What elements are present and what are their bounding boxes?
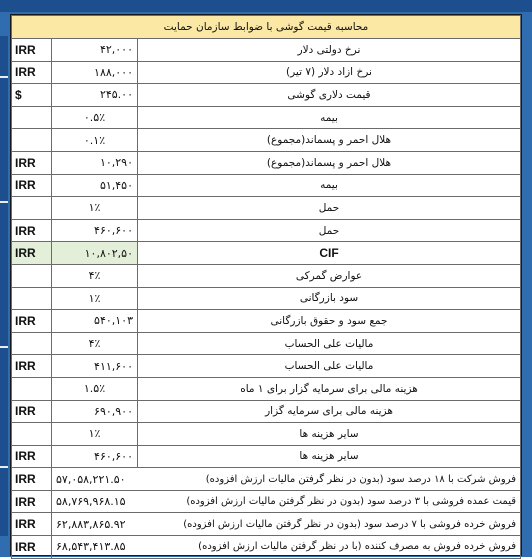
table-row [12, 61, 521, 84]
currency-cell[interactable] [12, 423, 52, 446]
label-cell[interactable]: بیمه [138, 106, 521, 129]
value-cell[interactable]: ۴٪ [52, 264, 138, 287]
label-cell[interactable]: سود بازرگانی [138, 287, 521, 310]
currency-cell[interactable] [12, 106, 52, 129]
value-cell[interactable]: ۰.۱٪ [52, 129, 138, 152]
value-cell[interactable]: ۴۶۰,۶۰۰ [52, 219, 138, 242]
currency-cell[interactable] [12, 264, 52, 287]
currency-cell[interactable]: IRR [12, 242, 52, 265]
currency-cell[interactable] [12, 197, 52, 220]
value-cell[interactable]: ۱٪ [52, 287, 138, 310]
value-cell[interactable]: ۴٪ [52, 332, 138, 355]
summary-value: ۶۲,۸۸۳,۸۶۵.۹۲ [56, 517, 126, 531]
label-cell[interactable]: جمع سود و حقوق بازرگانی [138, 310, 521, 333]
table-row [12, 84, 521, 107]
table-row [12, 332, 521, 355]
currency-cell[interactable] [12, 377, 52, 400]
label-cell[interactable]: سایر هزینه ها [138, 423, 521, 446]
table-row [12, 423, 521, 446]
value-cell[interactable]: ۱٪ [52, 423, 138, 446]
currency-cell[interactable]: IRR [12, 490, 52, 513]
summary-cell[interactable] [52, 490, 521, 513]
title-row [12, 16, 521, 39]
table-row [12, 219, 521, 242]
label-cell[interactable]: عوارض گمرکی [138, 264, 521, 287]
table-row [12, 264, 521, 287]
summary-row [12, 513, 521, 536]
strip-mark [0, 346, 8, 348]
summary-label: فروش شرکت با ۱۸ درصد سود (بدون در نظر گرفتن مالیات ارزش افزوده) [205, 473, 516, 485]
value-cell[interactable]: ۴۲,۰۰۰ [52, 39, 138, 62]
value-cell[interactable]: ۱۸۸,۰۰۰ [52, 61, 138, 84]
table-row-cif [12, 242, 521, 265]
table-row [12, 400, 521, 423]
table-row [12, 445, 521, 468]
value-cell[interactable]: ۱.۵٪ [52, 377, 138, 400]
price-table [11, 15, 521, 559]
currency-cell[interactable]: IRR [12, 151, 52, 174]
label-cell[interactable]: حمل [138, 197, 521, 220]
currency-cell[interactable]: IRR [12, 355, 52, 378]
value-cell[interactable]: ۱٪ [52, 197, 138, 220]
currency-cell[interactable]: $ [12, 84, 52, 107]
summary-row [12, 468, 521, 491]
sheet-title: محاسبه قیمت گوشی با ضوابط سازمان حمایت [12, 16, 521, 39]
value-cell[interactable]: ۵۴۰,۱۰۳ [52, 310, 138, 333]
label-cell[interactable]: هلال احمر و پسماند(مجموع) [138, 151, 521, 174]
left-edge-strip [0, 36, 8, 536]
summary-cell[interactable] [52, 513, 521, 536]
label-cell[interactable]: هزینه مالی برای سرمایه گزار برای ۱ ماه [138, 377, 521, 400]
label-cell[interactable]: حمل [138, 219, 521, 242]
summary-value: ۵۸,۷۶۹,۹۶۸.۱۵ [56, 495, 126, 509]
label-cell[interactable]: مالیات علی الحساب [138, 332, 521, 355]
table-row [12, 355, 521, 378]
strip-mark [0, 466, 8, 468]
table-row [12, 129, 521, 152]
value-cell[interactable]: ۱۰,۲۹۰ [52, 151, 138, 174]
table-row [12, 106, 521, 129]
label-cell[interactable]: نرخ دولتی دلار [138, 39, 521, 62]
price-calculation-sheet [10, 14, 522, 556]
summary-label: فروش خرده فروش به مصرف کننده (با در نظر گرفتن مالیات ارزش افزوده) [198, 541, 516, 553]
strip-mark [0, 76, 8, 78]
summary-row [12, 536, 521, 559]
currency-cell[interactable]: IRR [12, 219, 52, 242]
label-cell[interactable]: هلال احمر و پسماند(مجموع) [138, 129, 521, 152]
value-cell[interactable]: ۱۰,۸۰۲,۵۰ [52, 242, 138, 265]
table-row [12, 377, 521, 400]
value-cell[interactable]: ۴۶۰,۶۰۰ [52, 445, 138, 468]
label-cell[interactable]: CIF [138, 242, 521, 265]
summary-row [12, 490, 521, 513]
currency-cell[interactable]: IRR [12, 310, 52, 333]
currency-cell[interactable] [12, 287, 52, 310]
currency-cell[interactable] [12, 332, 52, 355]
currency-cell[interactable]: IRR [12, 174, 52, 197]
currency-cell[interactable]: IRR [12, 61, 52, 84]
summary-value: ۵۷,۰۵۸,۲۲۱.۵۰ [56, 472, 126, 486]
table-row [12, 287, 521, 310]
currency-cell[interactable]: IRR [12, 468, 52, 491]
label-cell[interactable]: نرخ ازاد دلار (۷ تیر) [138, 61, 521, 84]
value-cell[interactable]: ۲۴۵.۰۰ [52, 84, 138, 107]
label-cell[interactable]: قیمت دلاری گوشی [138, 84, 521, 107]
summary-value: ۶۸,۵۴۳,۴۱۳.۸۵ [56, 540, 126, 554]
currency-cell[interactable]: IRR [12, 513, 52, 536]
banner-text-fragment [150, 0, 370, 9]
currency-cell[interactable] [12, 129, 52, 152]
table-row [12, 310, 521, 333]
currency-cell[interactable]: IRR [12, 445, 52, 468]
summary-cell[interactable] [52, 468, 521, 491]
value-cell[interactable]: ۶۹۰,۹۰۰ [52, 400, 138, 423]
summary-cell[interactable] [52, 536, 521, 559]
currency-cell[interactable]: IRR [12, 400, 52, 423]
label-cell[interactable]: سایر هزینه ها [138, 445, 521, 468]
label-cell[interactable]: بیمه [138, 174, 521, 197]
top-banner [0, 0, 532, 12]
value-cell[interactable]: ۵۱,۴۵۰ [52, 174, 138, 197]
spreadsheet-frame [0, 12, 532, 557]
summary-label: قیمت عمده فروشی با ۳ درصد سود (بدون در نظر گرفتن مالیات ارزش افزوده) [186, 496, 516, 508]
table-row [12, 39, 521, 62]
currency-cell[interactable]: IRR [12, 39, 52, 62]
value-cell[interactable]: ۴۱۱,۶۰۰ [52, 355, 138, 378]
value-cell[interactable]: ۰.۵٪ [52, 106, 138, 129]
table-row [12, 151, 521, 174]
summary-label: فروش خرده فروشی با ۷ درصد سود (بدون در نظر گرفتن مالیات ارزش افزوده) [183, 518, 516, 530]
strip-mark [0, 201, 8, 203]
label-cell[interactable]: هزینه مالی برای سرمایه گزار [138, 400, 521, 423]
table-row [12, 197, 521, 220]
table-row [12, 174, 521, 197]
label-cell[interactable]: مالیات علی الحساب [138, 355, 521, 378]
currency-cell[interactable]: IRR [12, 536, 52, 559]
